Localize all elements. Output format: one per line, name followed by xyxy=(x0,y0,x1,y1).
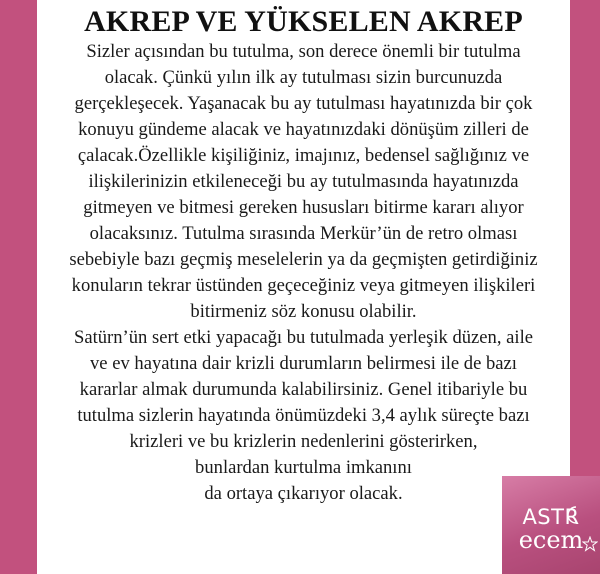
text-card xyxy=(37,0,570,574)
star-icon xyxy=(582,536,598,552)
logo-text-bottom: ecem xyxy=(518,526,584,554)
body-line: çalacak.Özellikle kişiliğiniz, imajınız, bedensel sağlığınız ve xyxy=(77,145,530,166)
body-line: konuyu gündeme alacak ve hayatınızdaki dönüşüm zilleri de xyxy=(78,119,529,140)
logo-text-top: ASTR xyxy=(522,505,580,529)
body-line: olacak. Çünkü yılın ilk ay tutulması sizin burcunuzda xyxy=(104,67,503,88)
body-line: da ortaya çıkarıyor olacak. xyxy=(204,483,403,504)
body-line: kararlar almak durumunda kalabilirsiniz. Genel itibariyle bu xyxy=(79,379,528,400)
body-line: tutulma sizlerin hayatında önümüzdeki 3,4 aylık süreçte bazı xyxy=(77,405,530,426)
body-line: sebebiyle bazı geçmiş meselelerin ya da geçmişten getirdiğiniz xyxy=(69,249,538,270)
body-line: olacaksınız. Tutulma sırasında Merkür’ün de retro olması xyxy=(89,223,518,244)
body-line: ve ev hayatına dair krizli durumların belirmesi ile de bazı xyxy=(90,353,517,374)
body-line: bunlardan kurtulma imkanını xyxy=(195,457,412,478)
body-line: gerçekleşecek. Yaşanacak bu ay tutulması hayatınızda bir çok xyxy=(74,93,533,114)
brand-logo xyxy=(502,476,600,574)
body-line: Satürn’ün sert etki yapacağı bu tutulmada yerleşik düzen, aile xyxy=(73,327,533,348)
body-line: bitirmeniz söz konusu olabilir. xyxy=(190,301,417,322)
crescent-moon-icon xyxy=(562,504,584,526)
body-line: krizleri ve bu krizlerin nedenlerini gösterirken, xyxy=(129,431,478,452)
body-line: ilişkilerinizin etkileneceği bu ay tutulmasında hayatınızda xyxy=(88,171,519,192)
body-line: Sizler açısından bu tutulma, son derece önemli bir tutulma xyxy=(86,41,521,62)
body-line: konuların tekrar üstünden geçeceğiniz veya gitmeyen ilişkileri xyxy=(71,275,536,296)
page-title: AKREP VE YÜKSELEN AKREP xyxy=(84,5,523,38)
body-line: gitmeyen ve bitmesi gereken hususları bitirme kararı alıyor xyxy=(83,197,524,218)
